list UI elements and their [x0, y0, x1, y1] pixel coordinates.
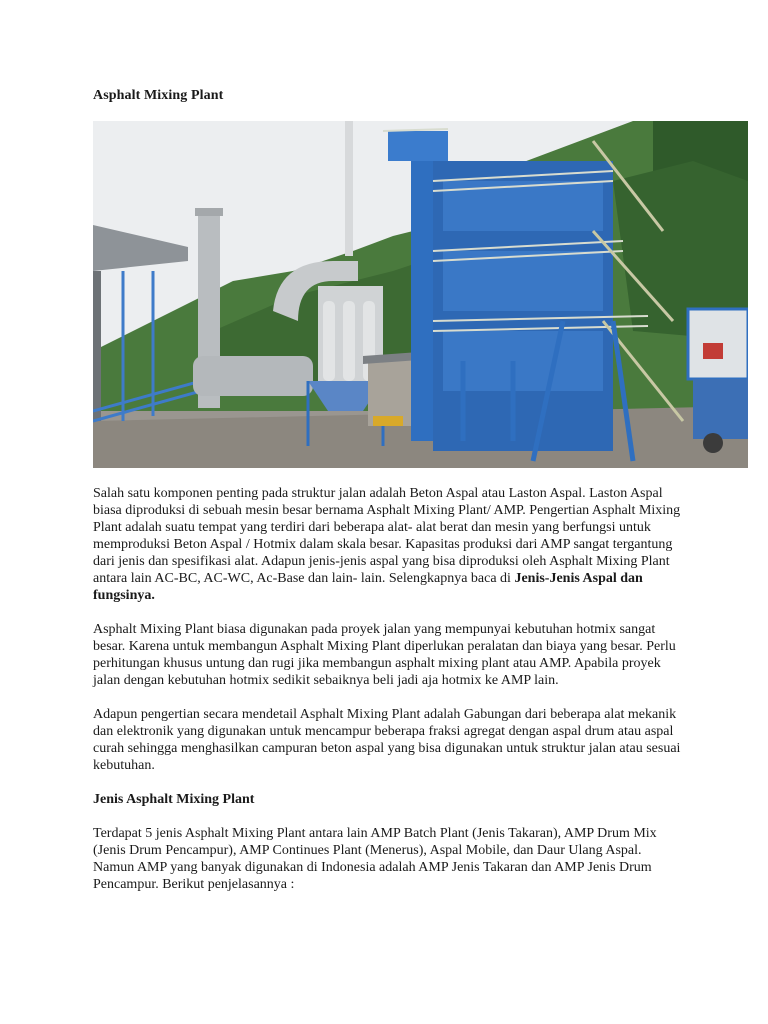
document-body — [93, 485, 683, 910]
jenis-aspal-link[interactable]: Jenis-Jenis Aspal dan fungsinya. — [93, 571, 643, 603]
asphalt-plant-illustration — [93, 121, 748, 468]
paragraph-2: Asphalt Mixing Plant biasa digunakan pada proyek jalan yang mempunyai kebutuhan hotmix sangat besar. Karena untuk membangun Asphalt Mixing Plant diperlukan peralatan dan biaya yang besar. Perlu perhitungan khusus untung dan rugi jika membangun asphalt mixing plant atau AMP. Apabila proyek jalan dengan kebutuhan hotmix sedikit sebaiknya beli jadi aja hotmix ke AMP lain. — [93, 622, 676, 688]
paragraph-1-text: Salah satu komponen penting pada struktur jalan adalah Beton Aspal atau Laston Aspal. Laston Aspal biasa diproduksi di sebuah mesin besar bernama Asphalt Mixing Plant/ AMP. Pengertian Asphalt Mixing Plant adalah suatu tempat yang terdiri dari beberapa alat- alat berat dan mesin yang berfungsi untuk memproduksi Beton Aspal / Hotmix dalam skala besar. Kapasitas produksi dari AMP sangat tergantung dari jenis dan spesifikasi alat. Adapun jenis-jenis aspal yang bisa diproduksi oleh Asphalt Mixing Plant antara lain AC-BC, AC-WC, Ac-Base dan lain- lain. Selengkapnya baca di — [93, 486, 681, 586]
section-subheading: Jenis Asphalt Mixing Plant — [93, 792, 255, 807]
asphalt-plant-photo — [93, 121, 748, 468]
paragraph-4: Terdapat 5 jenis Asphalt Mixing Plant antara lain AMP Batch Plant (Jenis Takaran), AMP Drum Mix (Jenis Drum Pencampur), AMP Continues Plant (Menerus), Aspal Mobile, dan Daur Ulang Aspal. Namun AMP yang banyak digunakan di Indonesia adalah AMP Jenis Takaran dan AMP Jenis Drum Pencampur. Berikut penjelasannya : — [93, 826, 657, 892]
paragraph-3: Adapun pengertian secara mendetail Asphalt Mixing Plant adalah Gabungan dari beberapa alat mekanik dan elektronik yang digunakan untuk mencampur beberapa fraksi agregat dengan aspal drum atau aspal curah sehingga menghasilkan campuran beton aspal yang bisa digunakan untuk struktur jalan atau sesuai kebutuhan. — [93, 707, 681, 773]
paragraph-1 — [93, 485, 683, 604]
document-title: Asphalt Mixing Plant — [93, 88, 224, 103]
